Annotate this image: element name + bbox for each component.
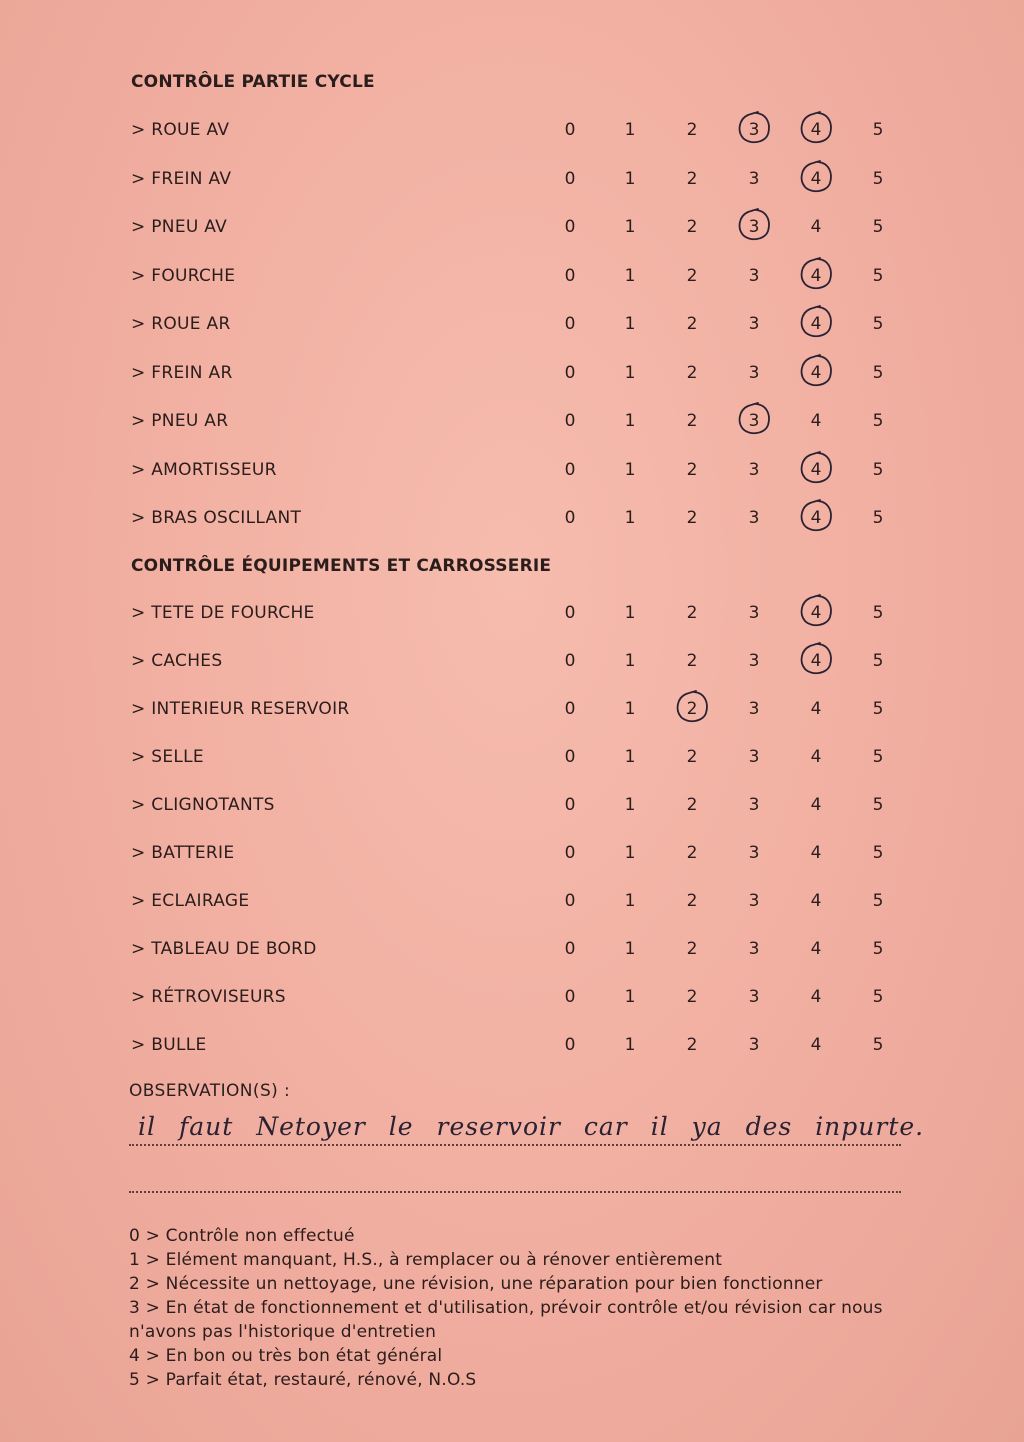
score-option-1[interactable]: 1 <box>624 411 636 431</box>
score-option-3[interactable]: 3 <box>748 459 760 480</box>
score-option-0[interactable]: 0 <box>564 891 576 911</box>
score-option-5[interactable]: 5 <box>872 362 884 383</box>
score-option-4[interactable]: 4 <box>810 508 822 528</box>
check-row <box>0 983 1024 1013</box>
check-row <box>0 213 1024 243</box>
score-option-2[interactable]: 2 <box>686 987 698 1007</box>
score-option-3[interactable]: 3 <box>748 939 760 959</box>
legend-item: 0 > Contrôle non effectué <box>129 1226 355 1246</box>
check-row <box>0 116 1024 146</box>
score-option-1[interactable]: 1 <box>624 891 636 911</box>
score-option-2[interactable]: 2 <box>686 459 698 480</box>
observations-line-2 <box>129 1191 901 1193</box>
score-option-5[interactable]: 5 <box>872 1035 884 1055</box>
score-option-4[interactable]: 4 <box>810 411 822 431</box>
score-option-5[interactable]: 5 <box>872 265 884 286</box>
check-item-label: > FOURCHE <box>131 265 236 286</box>
score-option-1[interactable]: 1 <box>624 217 636 237</box>
score-option-4[interactable]: 4 <box>810 699 822 719</box>
score-option-2[interactable]: 2 <box>686 699 698 719</box>
score-option-1[interactable]: 1 <box>624 459 636 480</box>
score-option-1[interactable]: 1 <box>624 939 636 959</box>
score-option-0[interactable]: 0 <box>564 795 576 815</box>
score-option-5[interactable]: 5 <box>872 699 884 719</box>
score-option-1[interactable]: 1 <box>624 843 636 863</box>
score-option-4[interactable]: 4 <box>810 747 822 767</box>
score-option-0[interactable]: 0 <box>564 939 576 959</box>
score-option-4[interactable]: 4 <box>810 1035 822 1055</box>
score-option-2[interactable]: 2 <box>686 168 698 189</box>
score-option-5[interactable]: 5 <box>872 843 884 863</box>
score-option-4[interactable]: 4 <box>810 987 822 1007</box>
score-option-5[interactable]: 5 <box>872 795 884 815</box>
check-item-label: > ECLAIRAGE <box>131 891 250 911</box>
check-row <box>0 743 1024 773</box>
check-item-label: > BRAS OSCILLANT <box>131 508 302 528</box>
score-option-1[interactable]: 1 <box>624 314 636 334</box>
score-option-0[interactable]: 0 <box>564 651 576 671</box>
score-option-3[interactable]: 3 <box>748 699 760 719</box>
score-option-4[interactable]: 4 <box>810 314 822 334</box>
score-option-4[interactable]: 4 <box>810 265 822 286</box>
score-option-3[interactable]: 3 <box>748 168 760 189</box>
score-option-1[interactable]: 1 <box>624 168 636 189</box>
legend-item: 2 > Nécessite un nettoyage, une révision, une réparation pour bien fonctionner <box>129 1274 823 1294</box>
score-option-3[interactable]: 3 <box>748 508 760 528</box>
check-item-label: > TABLEAU DE BORD <box>131 939 317 959</box>
score-option-1[interactable]: 1 <box>624 603 636 623</box>
score-option-4[interactable]: 4 <box>810 168 822 189</box>
score-option-2[interactable]: 2 <box>686 939 698 959</box>
check-item-label: > PNEU AV <box>131 217 228 237</box>
score-option-1[interactable]: 1 <box>624 987 636 1007</box>
observations-line-1 <box>129 1144 901 1146</box>
legend-item: 1 > Elément manquant, H.S., à remplacer ou à rénover entièrement <box>129 1250 723 1270</box>
score-option-0[interactable]: 0 <box>564 843 576 863</box>
score-option-0[interactable]: 0 <box>564 362 576 383</box>
score-option-2[interactable]: 2 <box>686 314 698 334</box>
score-option-2[interactable]: 2 <box>686 411 698 431</box>
score-option-5[interactable]: 5 <box>872 217 884 237</box>
check-item-label: > TETE DE FOURCHE <box>131 603 315 623</box>
score-option-1[interactable]: 1 <box>624 699 636 719</box>
check-item-label: > RÉTROVISEURS <box>131 987 286 1007</box>
legend-item: 5 > Parfait état, restauré, rénové, N.O.S <box>129 1370 477 1390</box>
score-option-3[interactable]: 3 <box>748 265 760 286</box>
score-option-0[interactable]: 0 <box>564 217 576 237</box>
score-option-5[interactable]: 5 <box>872 987 884 1007</box>
score-option-1[interactable]: 1 <box>624 265 636 286</box>
score-option-5[interactable]: 5 <box>872 314 884 334</box>
score-option-5[interactable]: 5 <box>872 939 884 959</box>
check-row <box>0 647 1024 677</box>
score-option-3[interactable]: 3 <box>748 120 760 140</box>
score-option-3[interactable]: 3 <box>748 843 760 863</box>
check-row <box>0 407 1024 437</box>
score-option-5[interactable]: 5 <box>872 603 884 623</box>
score-option-3[interactable]: 3 <box>748 314 760 334</box>
score-option-4[interactable]: 4 <box>810 362 822 383</box>
score-option-2[interactable]: 2 <box>686 891 698 911</box>
score-option-3[interactable]: 3 <box>748 747 760 767</box>
score-option-3[interactable]: 3 <box>748 891 760 911</box>
check-row <box>0 839 1024 869</box>
score-option-2[interactable]: 2 <box>686 795 698 815</box>
check-row <box>0 456 1024 486</box>
check-item-label: > BATTERIE <box>131 843 235 863</box>
score-option-4[interactable]: 4 <box>810 795 822 815</box>
score-option-4[interactable]: 4 <box>810 217 822 237</box>
score-option-1[interactable]: 1 <box>624 362 636 383</box>
observations-handwritten-note: il faut Netoyer le reservoir car il ya des inpurte. <box>138 1112 925 1141</box>
score-option-4[interactable]: 4 <box>810 939 822 959</box>
score-option-2[interactable]: 2 <box>686 1035 698 1055</box>
score-option-0[interactable]: 0 <box>564 459 576 480</box>
score-option-1[interactable]: 1 <box>624 1035 636 1055</box>
check-row <box>0 504 1024 534</box>
score-option-2[interactable]: 2 <box>686 651 698 671</box>
check-item-label: > PNEU AR <box>131 411 229 431</box>
score-option-3[interactable]: 3 <box>748 651 760 671</box>
score-option-4[interactable]: 4 <box>810 651 822 671</box>
check-row <box>0 359 1024 389</box>
score-option-5[interactable]: 5 <box>872 891 884 911</box>
score-option-4[interactable]: 4 <box>810 459 822 480</box>
check-row <box>0 695 1024 725</box>
score-option-2[interactable]: 2 <box>686 120 698 140</box>
score-option-5[interactable]: 5 <box>872 459 884 480</box>
score-option-0[interactable]: 0 <box>564 747 576 767</box>
score-option-3[interactable]: 3 <box>748 411 760 431</box>
score-option-3[interactable]: 3 <box>748 217 760 237</box>
rating-legend <box>129 1224 899 1392</box>
score-option-0[interactable]: 0 <box>564 603 576 623</box>
score-option-4[interactable]: 4 <box>810 843 822 863</box>
observations-label: OBSERVATION(S) : <box>129 1081 291 1101</box>
score-option-2[interactable]: 2 <box>686 265 698 286</box>
score-option-5[interactable]: 5 <box>872 651 884 671</box>
score-option-3[interactable]: 3 <box>748 603 760 623</box>
score-option-5[interactable]: 5 <box>872 508 884 528</box>
check-item-label: > CLIGNOTANTS <box>131 795 275 815</box>
score-option-1[interactable]: 1 <box>624 508 636 528</box>
check-item-label: > INTERIEUR RESERVOIR <box>131 699 350 719</box>
score-option-2[interactable]: 2 <box>686 362 698 383</box>
score-option-5[interactable]: 5 <box>872 168 884 189</box>
score-option-0[interactable]: 0 <box>564 411 576 431</box>
score-option-3[interactable]: 3 <box>748 987 760 1007</box>
score-option-1[interactable]: 1 <box>624 795 636 815</box>
check-row <box>0 165 1024 195</box>
score-option-1[interactable]: 1 <box>624 651 636 671</box>
score-option-3[interactable]: 3 <box>748 795 760 815</box>
score-option-4[interactable]: 4 <box>810 891 822 911</box>
score-option-2[interactable]: 2 <box>686 843 698 863</box>
check-item-label: > ROUE AV <box>131 120 230 140</box>
check-row <box>0 599 1024 629</box>
legend-item: 3 > En état de fonctionnement et d'utilisation, prévoir contrôle et/ou révision car nous n'avons pas l'historique d'entretien <box>129 1298 883 1342</box>
check-row <box>0 1031 1024 1061</box>
score-option-0[interactable]: 0 <box>564 508 576 528</box>
check-item-label: > FREIN AR <box>131 362 233 383</box>
score-option-3[interactable]: 3 <box>748 1035 760 1055</box>
check-item-label: > AMORTISSEUR <box>131 459 277 480</box>
score-option-0[interactable]: 0 <box>564 265 576 286</box>
check-item-label: > SELLE <box>131 747 204 767</box>
score-option-1[interactable]: 1 <box>624 120 636 140</box>
score-option-2[interactable]: 2 <box>686 747 698 767</box>
score-option-2[interactable]: 2 <box>686 603 698 623</box>
score-option-5[interactable]: 5 <box>872 120 884 140</box>
score-option-5[interactable]: 5 <box>872 747 884 767</box>
check-row <box>0 791 1024 821</box>
score-option-1[interactable]: 1 <box>624 747 636 767</box>
score-option-0[interactable]: 0 <box>564 314 576 334</box>
check-item-label: > CACHES <box>131 651 223 671</box>
section-title-cycle: CONTRÔLE PARTIE CYCLE <box>131 72 375 92</box>
check-item-label: > FREIN AV <box>131 168 232 189</box>
check-item-label: > ROUE AR <box>131 314 231 334</box>
check-row <box>0 262 1024 292</box>
score-option-2[interactable]: 2 <box>686 217 698 237</box>
score-option-0[interactable]: 0 <box>564 1035 576 1055</box>
score-option-3[interactable]: 3 <box>748 362 760 383</box>
score-option-4[interactable]: 4 <box>810 120 822 140</box>
score-option-0[interactable]: 0 <box>564 699 576 719</box>
score-option-0[interactable]: 0 <box>564 987 576 1007</box>
check-row <box>0 310 1024 340</box>
check-row <box>0 887 1024 917</box>
legend-item: 4 > En bon ou très bon état général <box>129 1346 443 1366</box>
score-option-0[interactable]: 0 <box>564 120 576 140</box>
check-item-label: > BULLE <box>131 1035 207 1055</box>
check-row <box>0 935 1024 965</box>
score-option-4[interactable]: 4 <box>810 603 822 623</box>
score-option-2[interactable]: 2 <box>686 508 698 528</box>
section-title-equipment: CONTRÔLE ÉQUIPEMENTS ET CARROSSERIE <box>131 556 552 576</box>
score-option-0[interactable]: 0 <box>564 168 576 189</box>
score-option-5[interactable]: 5 <box>872 411 884 431</box>
